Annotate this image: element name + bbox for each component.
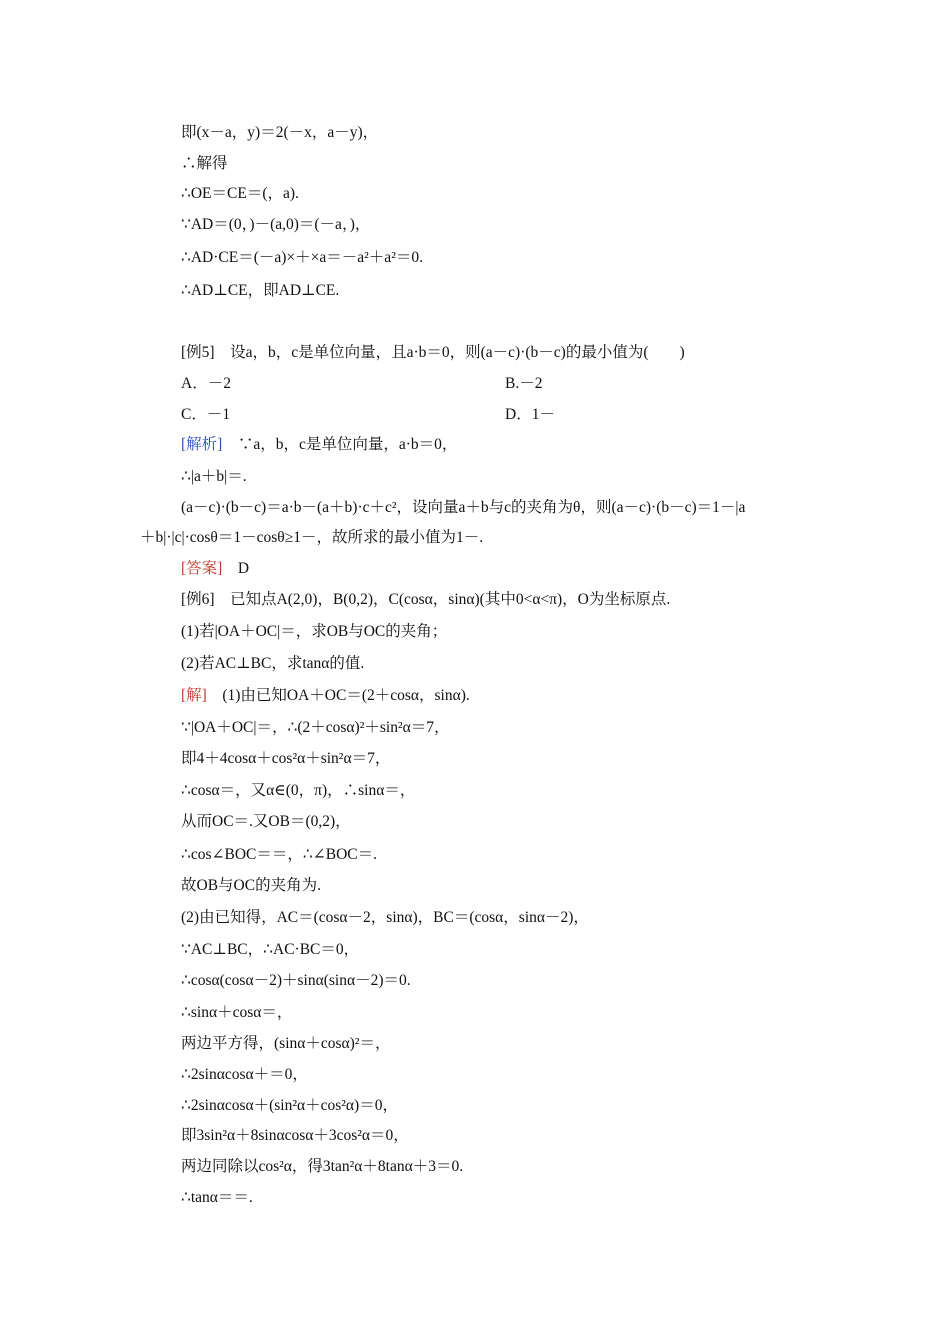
text-line: ∴2sinαcosα＋(sin²α＋cos²α)＝0，	[181, 1097, 398, 1114]
example-6-text: 已知点A(2,0)，B(0,2)，C(cosα，sinα)(其中0<α<π)，O为坐标原点.	[230, 591, 671, 608]
text-line: 两边平方得，(sinα＋cosα)²＝，	[181, 1035, 391, 1052]
text-line: ∴cosα(cosα－2)＋sinα(sinα－2)＝0.	[181, 972, 411, 989]
text-line: ∴tanα＝＝.	[181, 1189, 253, 1206]
text-line: ∵|OA＋OC|＝，∴(2＋cosα)²＋sin²α＝7，	[181, 719, 450, 736]
text-line: (2)由已知得，AC＝(cosα－2，sinα)，BC＝(cosα，sinα－2)，	[181, 909, 589, 926]
text-line: ∴AD·CE＝(－a)×＋×a＝－a²＋a²＝0.	[181, 249, 423, 266]
text-line: ∴|a＋b|＝.	[181, 468, 247, 485]
option-b: B.－2	[505, 375, 543, 392]
text-line: ∴2sinαcosα＋＝0，	[181, 1066, 308, 1083]
example-5-question	[181, 343, 685, 363]
text-line: ＋b|·|c|·cosθ＝1－cosθ≥1－，故所求的最小值为1－.	[140, 529, 484, 546]
question-1: (1)若|OA＋OC|＝，求OB与OC的夹角；	[181, 623, 448, 640]
analysis-text: ∵a，b，c是单位向量，a·b＝0，	[237, 436, 458, 453]
answer-tag: [答案]	[181, 560, 223, 577]
solution-line	[181, 686, 470, 706]
text-line: ∴cosα＝，又α∈(0，π)，∴sinα＝，	[181, 782, 416, 799]
solution-tag: [解]	[181, 687, 207, 704]
text-line: (a－c)·(b－c)＝a·b－(a＋b)·c＋c²，设向量a＋b与c的夹角为θ，则(a－c)·(b－c)＝1－|a	[181, 499, 746, 516]
option-a: A．－2	[181, 375, 231, 392]
text-line: ∴cos∠BOC＝＝，∴∠BOC＝.	[181, 846, 377, 863]
text-line: 即(x－a，y)＝2(－x，a－y)，	[181, 124, 379, 141]
example-5-tag: [例5]	[181, 344, 215, 361]
example-5-text: 设a，b，c是单位向量，且a·b＝0，则(a－c)·(b－c)的最小值为( )	[230, 344, 685, 361]
option-d: D．1－	[505, 406, 555, 423]
text-line: ∵AD＝(0，)－(a,0)＝(－a，)，	[181, 216, 371, 233]
text-line: 故OB与OC的夹角为.	[181, 877, 321, 894]
text-line: ∴OE＝CE＝(，a).	[181, 185, 299, 202]
question-2: (2)若AC⊥BC，求tanα的值.	[181, 655, 365, 672]
text-line: 从而OC＝.又OB＝(0,2)，	[181, 813, 351, 830]
text-line: ∴解得	[181, 155, 228, 172]
solution-text: (1)由已知OA＋OC＝(2＋cosα，sinα).	[222, 687, 470, 704]
option-c: C．－1	[181, 406, 231, 423]
answer-line	[181, 559, 249, 579]
analysis-tag: [解析]	[181, 436, 223, 453]
text-line: 两边同除以cos²α，得3tan²α＋8tanα＋3＝0.	[181, 1158, 464, 1175]
text-line: ∴AD⊥CE，即AD⊥CE.	[181, 282, 340, 299]
example-6-tag: [例6]	[181, 591, 215, 608]
text-line: 即4＋4cosα＋cos²α＋sin²α＝7，	[181, 750, 391, 767]
example-6-question	[181, 590, 670, 610]
text-line: ∵AC⊥BC，∴AC·BC＝0，	[181, 941, 360, 958]
text-line: ∴sinα＋cosα＝，	[181, 1004, 293, 1021]
answer-text: D	[237, 560, 250, 577]
text-line: 即3sin²α＋8sinαcosα＋3cos²α＝0，	[181, 1127, 409, 1144]
analysis-line	[181, 435, 457, 455]
